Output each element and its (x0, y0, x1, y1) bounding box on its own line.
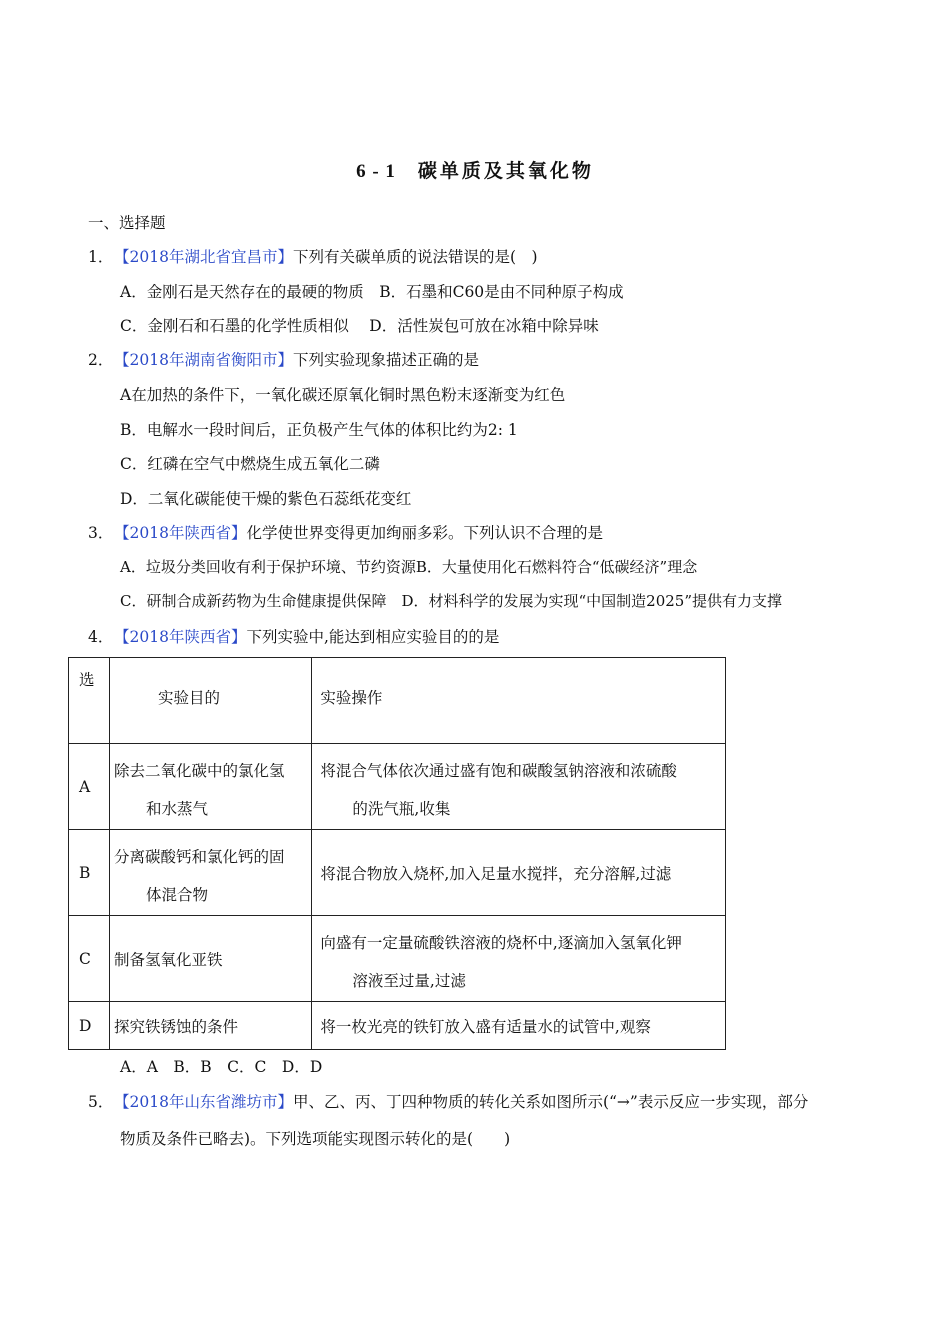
page-title (0, 156, 950, 183)
question-5 (88, 1090, 808, 1112)
section-heading: 一、选择题 (88, 214, 166, 232)
question-3 (88, 521, 603, 543)
q2-option-c: C．红磷在空气中燃烧生成五氧化二磷 (120, 455, 380, 473)
title-number: 6 - 1 (356, 161, 396, 182)
question-source: 【2018年湖南省衡阳市】 (114, 351, 293, 369)
header-operation: 实验操作 (320, 689, 383, 707)
row-option: B (79, 863, 91, 882)
q5-stem-continued: 物质及条件已略去)。下列选项能实现图示转化的是( ) (120, 1130, 511, 1148)
question-stem: 下列实验现象描述正确的是 (292, 351, 479, 369)
question-number: 1． (88, 248, 114, 266)
row-operation-line: 将混合物放入烧杯,加入足量水搅拌，充分溶解,过滤 (320, 864, 672, 883)
row-option: A (79, 777, 91, 796)
question-stem: 甲、乙、丙、丁四种物质的转化关系如图所示(“→”表示反应一步实现，部分 (292, 1093, 809, 1111)
row-goal-line: 制备氢氧化亚铁 (113, 950, 223, 969)
question-source: 【2018年陕西省】 (114, 524, 247, 542)
row-goal-line: 分离碳酸钙和氯化钙的固 (113, 848, 285, 866)
table-row (69, 1002, 726, 1050)
question-stem: 化学使世界变得更加绚丽多彩。下列认识不合理的是 (246, 524, 603, 542)
header-goal: 实验目的 (157, 689, 220, 707)
row-goal-line: 体混合物 (145, 886, 208, 904)
table-row (69, 916, 726, 1002)
row-operation-line: 将混合气体依次通过盛有饱和碳酸氢钠溶液和浓硫酸 (320, 762, 677, 780)
question-number: 2． (88, 351, 114, 369)
question-stem: 下列实验中,能达到相应实验目的的是 (246, 628, 500, 646)
q2-option-a: A在加热的条件下，一氧化碳还原氧化铜时黑色粉末逐渐变为红色 (120, 386, 566, 404)
question-number: 5． (88, 1093, 114, 1111)
row-option: C (79, 949, 91, 968)
row-operation-line: 向盛有一定量硫酸铁溶液的烧杯中,逐滴加入氢氧化钾 (320, 934, 682, 952)
q3-options-cd: C．研制合成新药物为生命健康提供保障 D．材料科学的发展为实现“中国制造2025”提供有力支撑 (120, 592, 783, 610)
row-goal-line: 除去二氧化碳中的氯化氢 (113, 762, 285, 780)
question-source: 【2018年陕西省】 (114, 628, 247, 646)
table-row (69, 830, 726, 916)
question-stem: 下列有关碳单质的说法错误的是( ) (292, 248, 538, 266)
question-number: 4． (88, 628, 114, 646)
q2-option-b: B．电解水一段时间后，正负极产生气体的体积比约为2: 1 (120, 421, 518, 439)
row-operation-line: 的洗气瓶,收集 (352, 800, 451, 818)
q1-options-ab: A．金刚石是天然存在的最硬的物质 B．石墨和C60是由不同种原子构成 (120, 283, 624, 301)
q1-options-cd: C．金刚石和石墨的化学性质相似 D．活性炭包可放在冰箱中除异味 (120, 317, 599, 335)
question-number: 3． (88, 524, 114, 542)
row-goal-line: 探究铁锈蚀的条件 (113, 1017, 238, 1036)
q2-option-d: D．二氧化碳能使干燥的紫色石蕊纸花变红 (120, 490, 412, 508)
table-row (69, 744, 726, 830)
row-option: D (79, 1016, 92, 1035)
row-operation-line: 溶液至过量,过滤 (352, 972, 466, 990)
header-option: 选 (79, 671, 95, 689)
row-operation-line: 将一枚光亮的铁钉放入盛有适量水的试管中,观察 (320, 1017, 651, 1036)
question-2 (88, 348, 479, 370)
q4-answer-options: A．A B．B C．C D．D (120, 1058, 323, 1076)
table-header-row (69, 658, 726, 744)
title-text: 碳单质及其氧化物 (417, 160, 594, 182)
row-goal-line: 和水蒸气 (145, 800, 208, 818)
question-4 (88, 625, 499, 647)
experiment-table (68, 657, 726, 1050)
q3-options-ab: A．垃圾分类回收有利于保护环境、节约资源B．大量使用化石燃料符合“低碳经济”理念 (120, 558, 698, 576)
question-source: 【2018年山东省潍坊市】 (114, 1093, 293, 1111)
question-source: 【2018年湖北省宜昌市】 (114, 248, 293, 266)
question-1 (88, 245, 538, 267)
